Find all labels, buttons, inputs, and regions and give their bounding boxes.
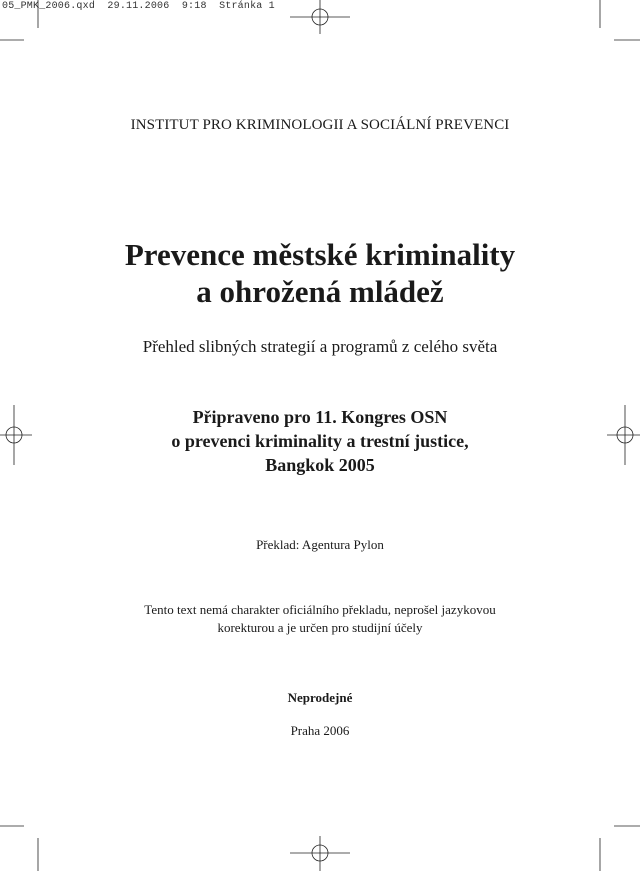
prepared-line-2: o prevenci kriminality a trestní justice, — [171, 431, 469, 451]
slug-page: Stránka 1 — [219, 1, 275, 12]
not-for-sale-label: Neprodejné — [287, 690, 353, 705]
place-year: Praha 2006 — [290, 723, 350, 738]
slug-file: 05_PMK_2006.qxd — [2, 1, 96, 12]
institute-name: INSTITUT PRO KRIMINOLOGII A SOCIÁLNÍ PREVENCI — [130, 117, 510, 133]
title-line-2: a ohrožená mládež — [196, 274, 444, 309]
title-line-1: Prevence městské kriminality — [124, 237, 516, 272]
note-line-2: korekturou a je určen pro studijní účely — [217, 620, 423, 635]
registration-mark-bottom — [290, 836, 350, 871]
disclaimer-note — [0, 601, 640, 637]
page-title — [0, 236, 640, 310]
translation-credit: Překlad: Agentura Pylon — [256, 537, 384, 552]
registration-mark-top — [290, 0, 350, 34]
slug-time: 9:18 — [181, 1, 207, 12]
prepared-line-1: Připraveno pro 11. Kongres OSN — [192, 407, 448, 427]
slug-date: 29.11.2006 — [107, 1, 170, 12]
note-line-1: Tento text nemá charakter oficiálního překladu, neprošel jazykovou — [144, 602, 496, 617]
prepared-line-3: Bangkok 2005 — [265, 455, 375, 475]
page-subtitle: Přehled slibných strategií a programů z celého světa — [142, 337, 498, 356]
prepared-for — [0, 405, 640, 477]
